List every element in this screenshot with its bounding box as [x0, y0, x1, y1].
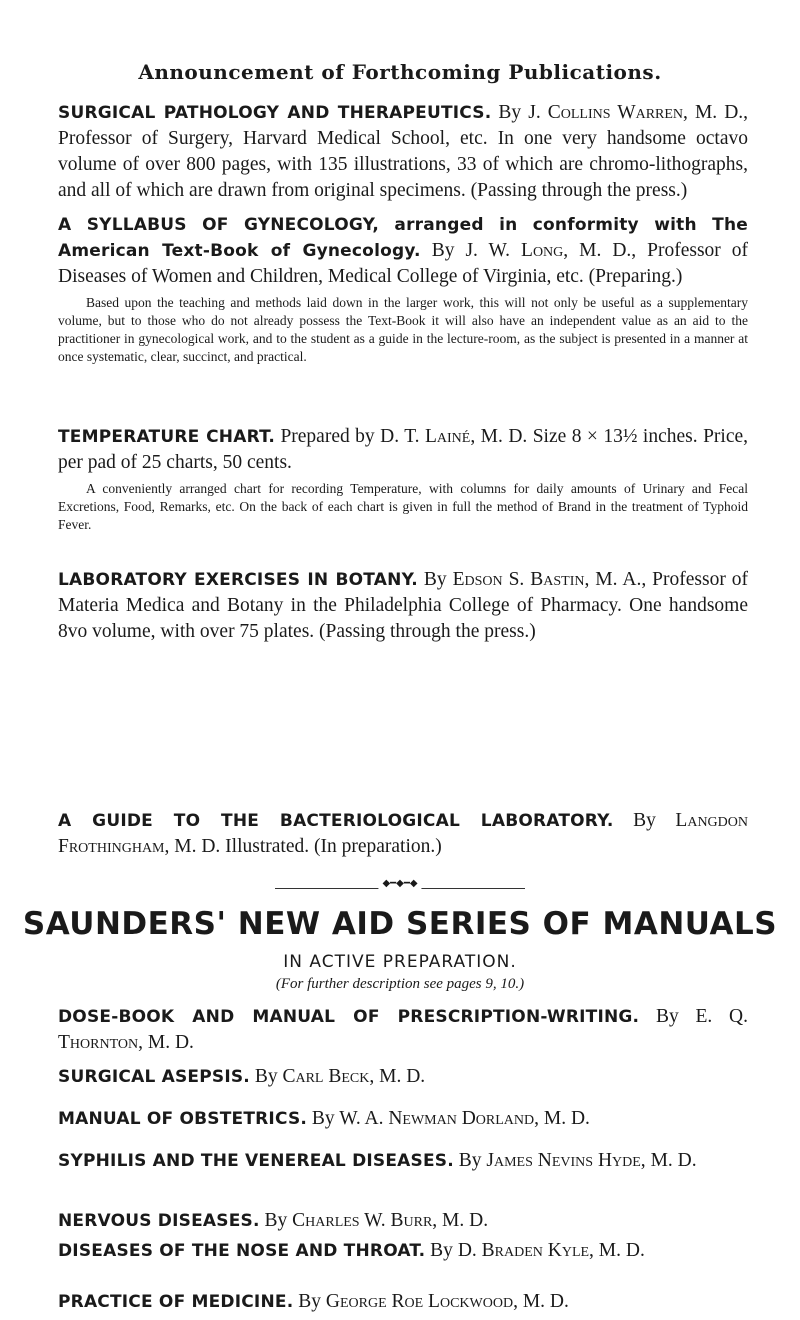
manual-author: E. Q. Thornton,	[58, 1006, 749, 1053]
manual-author: Charles W. Burr,	[292, 1210, 438, 1231]
entry-by: By	[423, 569, 447, 590]
announcement-entry	[58, 212, 748, 366]
manual-title: SURGICAL ASEPSIS.	[58, 1067, 250, 1087]
manual-entry: NERVOUS DISEASES. By Charles W. Burr, M. D.	[58, 1210, 489, 1231]
entry-author: J. W. Long,	[465, 240, 569, 261]
entry-author: J. Collins Warren,	[528, 102, 688, 123]
entry-by: By	[633, 810, 656, 831]
manual-title: DOSE-BOOK AND MANUAL OF PRESCRIPTION-WRITING.	[58, 1007, 640, 1027]
manual-author: Newman Dorland,	[388, 1108, 540, 1129]
manual-entry: DISEASES OF THE NOSE AND THROAT. By D. Braden Kyle, M. D.	[58, 1240, 645, 1261]
series-title: SAUNDERS' NEW AID SERIES OF MANUALS	[22, 906, 778, 942]
manual-title: DISEASES OF THE NOSE AND THROAT.	[58, 1241, 426, 1261]
manual-entry: PRACTICE OF MEDICINE. By George Roe Lockwood, M. D.	[58, 1291, 569, 1312]
manual-entry: MANUAL OF OBSTETRICS. By W. A. Newman Dorland, M. D.	[58, 1108, 590, 1129]
entry-note: A conveniently arranged chart for recording Temperature, with columns for daily amounts of Urinary and Fecal Excretions, Food, Remarks, etc. On the back of each chart is given in full the method of Brand in the treatment of Typhoid Fever.	[58, 481, 748, 532]
manual-title: PRACTICE OF MEDICINE.	[58, 1292, 294, 1312]
announcement-entry	[58, 100, 748, 204]
series-subtitle: IN ACTIVE PREPARATION.	[283, 952, 517, 972]
manual-title: NERVOUS DISEASES.	[58, 1211, 260, 1231]
manual-entry: SYPHILIS AND THE VENEREAL DISEASES. By James Nevins Hyde, M. D.	[58, 1150, 697, 1171]
manual-author: Carl Beck,	[282, 1066, 375, 1087]
series-note: (For further description see pages 9, 10.)	[275, 976, 525, 992]
ornamental-divider	[275, 878, 525, 892]
entry-by: By	[431, 240, 455, 261]
entry-title: SURGICAL PATHOLOGY AND THERAPEUTICS.	[58, 103, 492, 123]
entry-by: By	[498, 102, 522, 123]
announcement-entry	[58, 808, 748, 860]
announcement-entry	[58, 424, 748, 534]
entry-title: A GUIDE TO THE BACTERIOLOGICAL LABORATORY.	[58, 811, 614, 831]
page-title: Announcement of Forthcoming Publications.	[138, 60, 662, 84]
manual-entry: SURGICAL ASEPSIS. By Carl Beck, M. D.	[58, 1066, 426, 1087]
entry-body: M. D. Illustrated. (In preparation.)	[174, 836, 442, 857]
manual-author: George Roe Lockwood,	[325, 1291, 518, 1312]
manual-title: SYPHILIS AND THE VENEREAL DISEASES.	[58, 1151, 454, 1171]
entry-note: Based upon the teaching and methods laid down in the larger work, this will not only be useful as a supplementary volume, but to those who do not already possess the Text-Book it will also have an independent value as an aid to the practitioner in gynecological work, and to the student as a guide in the lecture-room, as the subject is presented in a manner at once systematic, clear, succinct, and practical.	[58, 295, 748, 364]
entry-author: D. T. Lainé,	[380, 426, 476, 447]
entry-by: Prepared by	[280, 426, 375, 447]
entry-body: M. A., Professor of Materia Medica and Botany in the Philadelphia College of Pharmacy. One handsome 8vo volume, with over 75 plates. (Passing through the press.)	[58, 569, 749, 642]
entry-author: Langdon Frothingham,	[58, 810, 748, 857]
manual-author: D. Braden Kyle,	[457, 1240, 594, 1261]
entry-body: M. D. Size 8 × 13½ inches. Price, per pad of 25 charts, 50 cents.	[58, 426, 749, 473]
entry-body: M. D., Professor of Surgery, Harvard Medical School, etc. In one very handsome octavo volume of over 800 pages, with 135 illustrations, 33 of which are chromo-lithographs, and all of which are drawn from original specimens. (Passing through the press.)	[58, 102, 749, 201]
entry-author: Edson S. Bastin,	[452, 569, 590, 590]
entry-title: TEMPERATURE CHART.	[58, 427, 275, 447]
entry-title: LABORATORY EXERCISES IN BOTANY.	[58, 570, 418, 590]
announcement-entry	[58, 567, 748, 645]
entry-body: M. D., Professor of Diseases of Women and Children, Medical College of Virginia, etc. (Preparing.)	[58, 240, 749, 287]
manual-entry: DOSE-BOOK AND MANUAL OF PRESCRIPTION-WRITING. By E. Q. Thornton, M. D.	[58, 1006, 749, 1053]
entry-title: A SYLLABUS OF GYNECOLOGY, arranged in conformity with The American Text-Book of Gynecology.	[58, 215, 748, 261]
manual-title: MANUAL OF OBSTETRICS.	[58, 1109, 308, 1129]
manual-author: James Nevins Hyde,	[486, 1150, 646, 1171]
divider-ornament-icon: ◆━◆━◆	[378, 878, 421, 889]
